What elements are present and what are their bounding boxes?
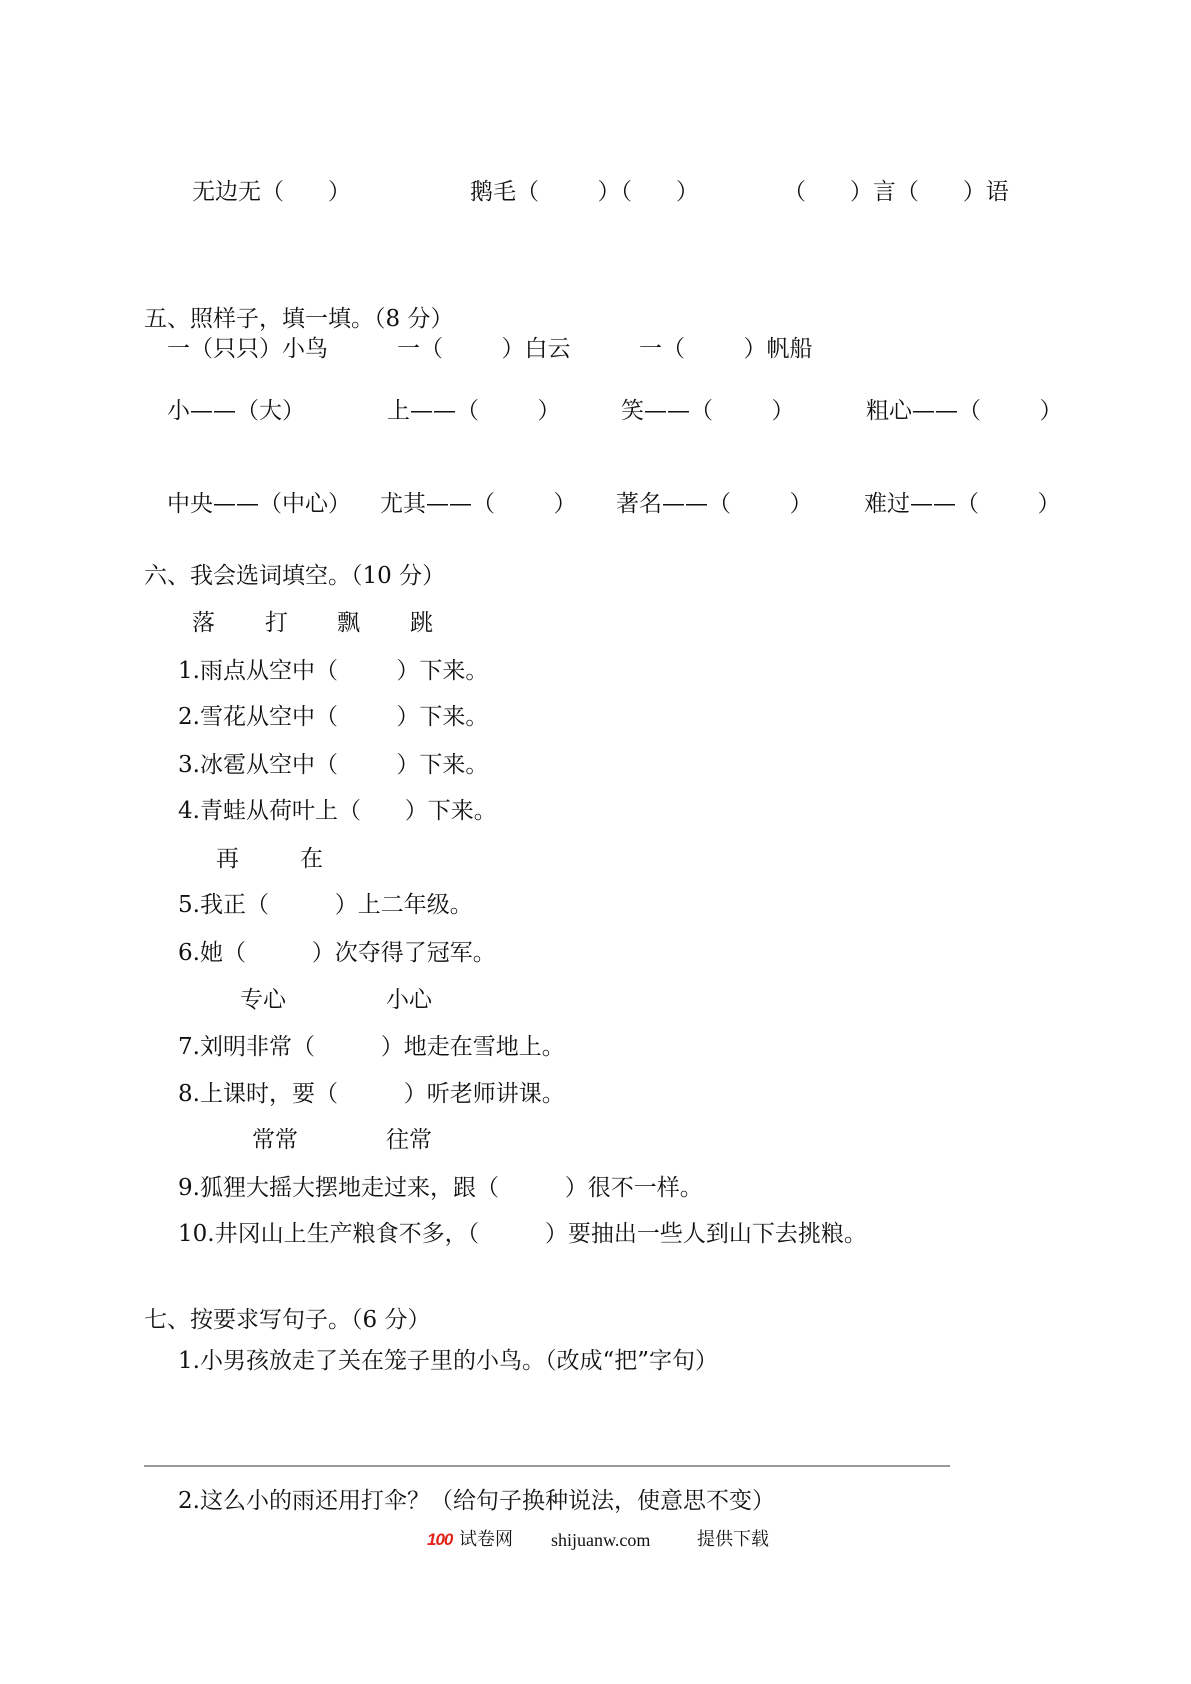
word-choice: 在 <box>300 846 323 872</box>
fill-blank-question: 10.井冈山上生产粮食不多，（ ）要抽出一些人到山下去挑粮。 <box>178 1221 867 1247</box>
section-5-title: 五、照样子，填一填。（8 分） <box>144 306 454 332</box>
word-choice: 跳 <box>410 610 433 636</box>
fill-blank-question: 4.青蛙从荷叶上（ ）下来。 <box>178 798 497 824</box>
synonym-blank: 著名——（ ） <box>616 491 813 517</box>
idiom-blank-2: 鹅毛（ ）（ ） <box>470 179 699 205</box>
fill-blank-question: 7.刘明非常（ ）地走在雪地上。 <box>178 1034 565 1060</box>
word-choice: 落 <box>192 610 215 636</box>
word-choice: 往常 <box>386 1127 432 1153</box>
idiom-blank-3: （ ）言（ ）语 <box>783 179 1009 205</box>
antonym-example: 小——（大） <box>167 398 305 424</box>
rewrite-question: 1.小男孩放走了关在笼子里的小鸟。（改成“把”字句） <box>178 1348 718 1374</box>
fill-blank-question: 1.雨点从空中（ ）下来。 <box>178 658 489 684</box>
word-choice: 打 <box>265 610 288 636</box>
rewrite-question: 2.这么小的雨还用打伞？（给句子换种说法，使意思不变） <box>178 1488 775 1514</box>
measure-word-example: 一（只只）小鸟 <box>167 336 328 362</box>
fill-blank-question: 8.上课时，要（ ）听老师讲课。 <box>178 1081 565 1107</box>
page-footer <box>0 1526 1191 1554</box>
antonym-blank: 上——（ ） <box>387 398 561 424</box>
section-7-title: 七、按要求写句子。（6 分） <box>144 1307 431 1333</box>
fill-blank-question: 9.狐狸大摇大摆地走过来，跟（ ）很不一样。 <box>178 1175 703 1201</box>
idiom-blank-1: 无边无（ ） <box>192 179 351 205</box>
synonym-blank: 尤其——（ ） <box>380 491 577 517</box>
site-name: 试卷网 <box>459 1529 513 1550</box>
word-choice: 专心 <box>240 987 286 1013</box>
site-logo: 100 <box>427 1530 453 1549</box>
word-choice: 再 <box>216 846 239 872</box>
word-choice: 常常 <box>252 1127 298 1153</box>
site-domain: shijuanw.com <box>551 1530 651 1550</box>
download-note: 提供下载 <box>697 1529 769 1550</box>
answer-line <box>144 1465 950 1467</box>
section-6-title: 六、我会选词填空。（10 分） <box>144 563 446 589</box>
fill-blank-question: 2.雪花从空中（ ）下来。 <box>178 704 489 730</box>
fill-blank-question: 3.冰雹从空中（ ）下来。 <box>178 752 489 778</box>
synonym-blank: 难过——（ ） <box>864 491 1061 517</box>
word-choice: 飘 <box>337 610 360 636</box>
measure-word-blank: 一（ ）帆船 <box>639 336 813 362</box>
fill-blank-question: 6.她（ ）次夺得了冠军。 <box>178 940 496 966</box>
antonym-blank: 粗心——（ ） <box>866 398 1063 424</box>
fill-blank-question: 5.我正（ ）上二年级。 <box>178 892 473 918</box>
antonym-blank: 笑——（ ） <box>621 398 795 424</box>
synonym-example: 中央——（中心） <box>167 491 351 517</box>
word-choice: 小心 <box>386 987 432 1013</box>
measure-word-blank: 一（ ）白云 <box>397 336 571 362</box>
